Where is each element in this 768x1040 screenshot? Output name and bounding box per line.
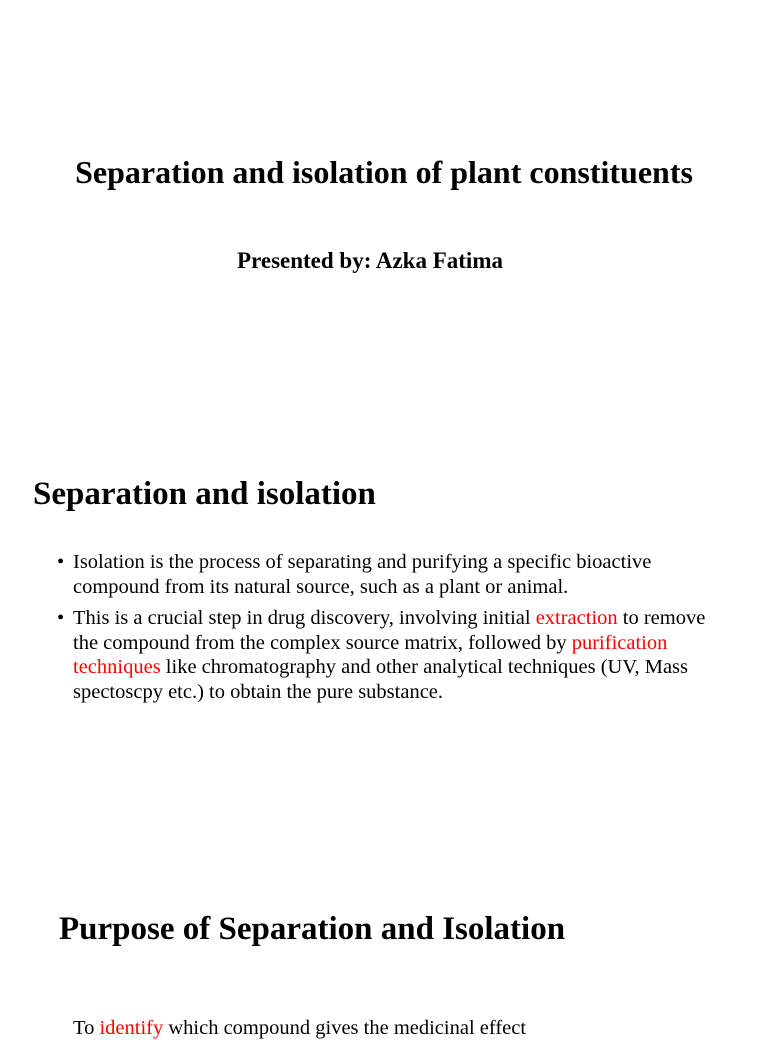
partial-bullet-text	[73, 1016, 526, 1040]
bullet-list	[55, 550, 725, 711]
slide-heading: Purpose of Separation and Isolation	[59, 911, 566, 947]
bullet-item-drug-discovery	[55, 606, 725, 704]
bullet-dot-icon: •	[57, 607, 65, 629]
bullet-text-part: This is a crucial step in drug discovery, involving initial	[73, 607, 536, 629]
slide-heading: Separation and isolation	[33, 476, 376, 512]
highlight-identify: identify	[99, 1017, 164, 1039]
presentation-title: Separation and isolation of plant constituents	[75, 154, 693, 190]
bullet-text-part: to remove the compound from the complex source matrix, followed by	[73, 607, 706, 654]
highlight-extraction: extraction	[535, 607, 618, 629]
highlight-purification-techniques: purification techniques	[73, 631, 668, 678]
partial-text: To	[73, 1017, 100, 1039]
bullet-item-isolation	[55, 550, 725, 599]
bullet-text-part: like chromatography and other analytical techniques (UV, Mass spectoscpy etc.) to obtain the pure substance.	[73, 656, 689, 703]
partial-text: which compound gives the medicinal effect	[163, 1017, 527, 1039]
bullet-text: Isolation is the process of separating and purifying a specific bioactive compound from its natural source, such as a plant or animal.	[73, 551, 652, 598]
presenter-name: Presented by: Azka Fatima	[237, 248, 503, 273]
separation-isolation-slide	[0, 384, 768, 768]
title-slide	[0, 0, 768, 384]
purpose-slide	[0, 768, 768, 1039]
bullet-dot-icon: •	[57, 551, 65, 573]
